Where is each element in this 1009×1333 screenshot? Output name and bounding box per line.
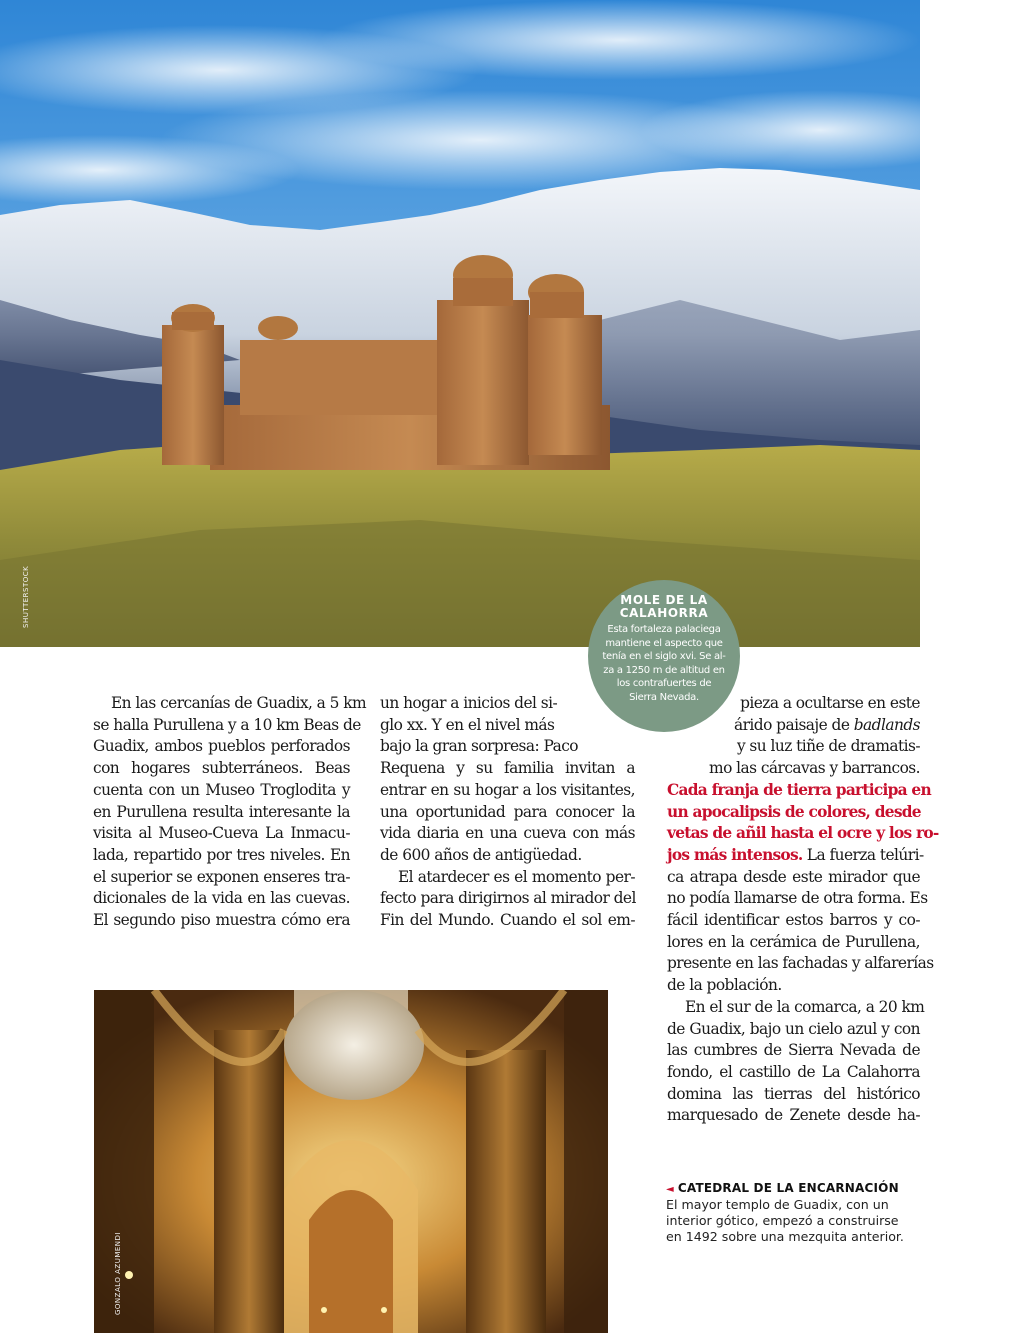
text-line: El segundo piso muestra cómo era xyxy=(93,911,350,930)
text-line: ca atrapa desde este mirador que xyxy=(667,867,920,886)
article-paragraph xyxy=(380,867,635,932)
highlight-fragment: jos más intensos. xyxy=(667,845,803,864)
article-paragraph xyxy=(667,693,939,997)
cathedral-interior-photo xyxy=(94,990,608,1333)
text-line: Requena y su familia invitan a xyxy=(380,759,635,778)
caption-line: en 1492 sobre una mezquita anterior. xyxy=(666,1229,904,1245)
text-line: lores en la cerámica de Purullena, xyxy=(667,932,920,951)
highlight-line: un apocalipsis de colores, desde xyxy=(667,802,921,821)
article-column-2 xyxy=(380,693,635,932)
text-line: marquesado de Zenete desde ha- xyxy=(667,1106,920,1125)
castle-landscape-illustration xyxy=(0,0,920,647)
caption-line: interior gótico, empezó a construirse xyxy=(666,1213,899,1229)
highlight-line: Cada franja de tierra participa en xyxy=(667,780,931,799)
text-line: El atardecer es el momento per- xyxy=(398,867,635,886)
hero-caption-title: MOLE DE LA CALAHORRA xyxy=(619,593,709,620)
text-line xyxy=(667,715,920,737)
text-line: un hogar a inicios del si- xyxy=(380,694,558,712)
text-line: glo xx. Y en el nivel más xyxy=(380,715,555,734)
cathedral-caption-title: CATEDRAL DE LA ENCARNACIÓN xyxy=(677,1181,899,1195)
text-line: el superior se exponen enseres tra- xyxy=(93,867,350,886)
cathedral-photo-credit: GONZALO AZUMENDI xyxy=(114,1231,122,1315)
text-line: pieza a ocultarse en este xyxy=(740,694,920,712)
text-line: en Purullena resulta interesante la xyxy=(93,802,350,821)
text-line: fácil identificar estos barros y co- xyxy=(667,911,920,930)
hero-caption-line: tenía en el siglo xvi. Se al- xyxy=(602,651,726,663)
article-paragraph xyxy=(667,997,925,1127)
text-line: entrar en su hogar a los visitantes, xyxy=(380,780,635,799)
hero-caption-line: Sierra Nevada. xyxy=(629,691,699,703)
hero-photo-calahorra-castle xyxy=(0,0,920,647)
text-line: fondo, el castillo de La Calahorra xyxy=(667,1062,920,1081)
text-line: de Guadix, bajo un cielo azul y con xyxy=(667,1019,920,1038)
text-line: mo las cárcavas y barrancos. xyxy=(709,759,920,778)
text-line: domina las tierras del histórico xyxy=(667,1084,920,1103)
text-line: fecto para dirigirnos al mirador del xyxy=(380,889,636,908)
text-line: En las cercanías de Guadix, a 5 km xyxy=(111,694,367,712)
text-line: bajo la gran sorpresa: Paco xyxy=(380,737,579,756)
text-line: dicionales de la vida en las cuevas. xyxy=(93,889,350,908)
hero-caption-line: Esta fortaleza palaciega xyxy=(607,624,721,635)
article-paragraph xyxy=(93,693,367,932)
text-fragment: La fuerza telúri- xyxy=(802,845,924,864)
highlight-line: vetas de añil hasta el ocre y los ro- xyxy=(667,824,939,843)
text-line: no podía llamarse de otra forma. Es xyxy=(667,889,928,908)
cathedral-caption-text xyxy=(666,1197,926,1246)
cathedral-interior-illustration xyxy=(94,990,608,1333)
text-line: lada, repartido por tres niveles. En xyxy=(93,845,350,864)
text-line: Guadix, ambos pueblos perforados xyxy=(93,737,350,756)
text-line: Fin del Mundo. Cuando el sol em- xyxy=(380,911,635,930)
text-fragment: árido paisaje de xyxy=(733,715,854,734)
text-line: de 600 años de antigüedad. xyxy=(380,845,582,864)
hero-caption-line: za a 1250 m de altitud en xyxy=(603,664,725,676)
hero-photo-credit: SHUTTERSTOCK xyxy=(22,565,30,628)
text-line: visita al Museo-Cueva La Inmacu- xyxy=(93,824,350,843)
text-line: una oportunidad para conocer la xyxy=(380,802,635,821)
text-line xyxy=(667,845,924,867)
text-line: presente en las fachadas y alfarerías xyxy=(667,954,934,973)
text-line: vida diaria en una cueva con más xyxy=(380,824,635,843)
text-line: las cumbres de Sierra Nevada de xyxy=(667,1041,920,1060)
text-line: de la población. xyxy=(667,976,782,995)
text-line: se halla Purullena y a 10 km Beas de xyxy=(93,715,361,734)
hero-caption-line: mantiene el aspecto que xyxy=(605,637,723,649)
text-line: En el sur de la comarca, a 20 km xyxy=(685,997,925,1016)
hero-caption-line: los contrafuertes de xyxy=(616,678,712,690)
text-line: cuenta con un Museo Troglodita y xyxy=(93,780,350,799)
italic-term: badlands xyxy=(853,715,920,734)
cathedral-caption-title-row xyxy=(666,1181,926,1195)
text-line: y su luz tiñe de dramatis- xyxy=(736,737,920,756)
cathedral-caption xyxy=(666,1181,926,1246)
article-column-1 xyxy=(93,693,367,932)
caption-line: El mayor templo de Guadix, con un xyxy=(666,1197,889,1212)
article-paragraph xyxy=(380,693,635,867)
arrow-left-icon: ◄ xyxy=(666,1184,674,1195)
article-column-3 xyxy=(667,693,939,1127)
text-line: con hogares subterráneos. Beas xyxy=(93,759,350,778)
